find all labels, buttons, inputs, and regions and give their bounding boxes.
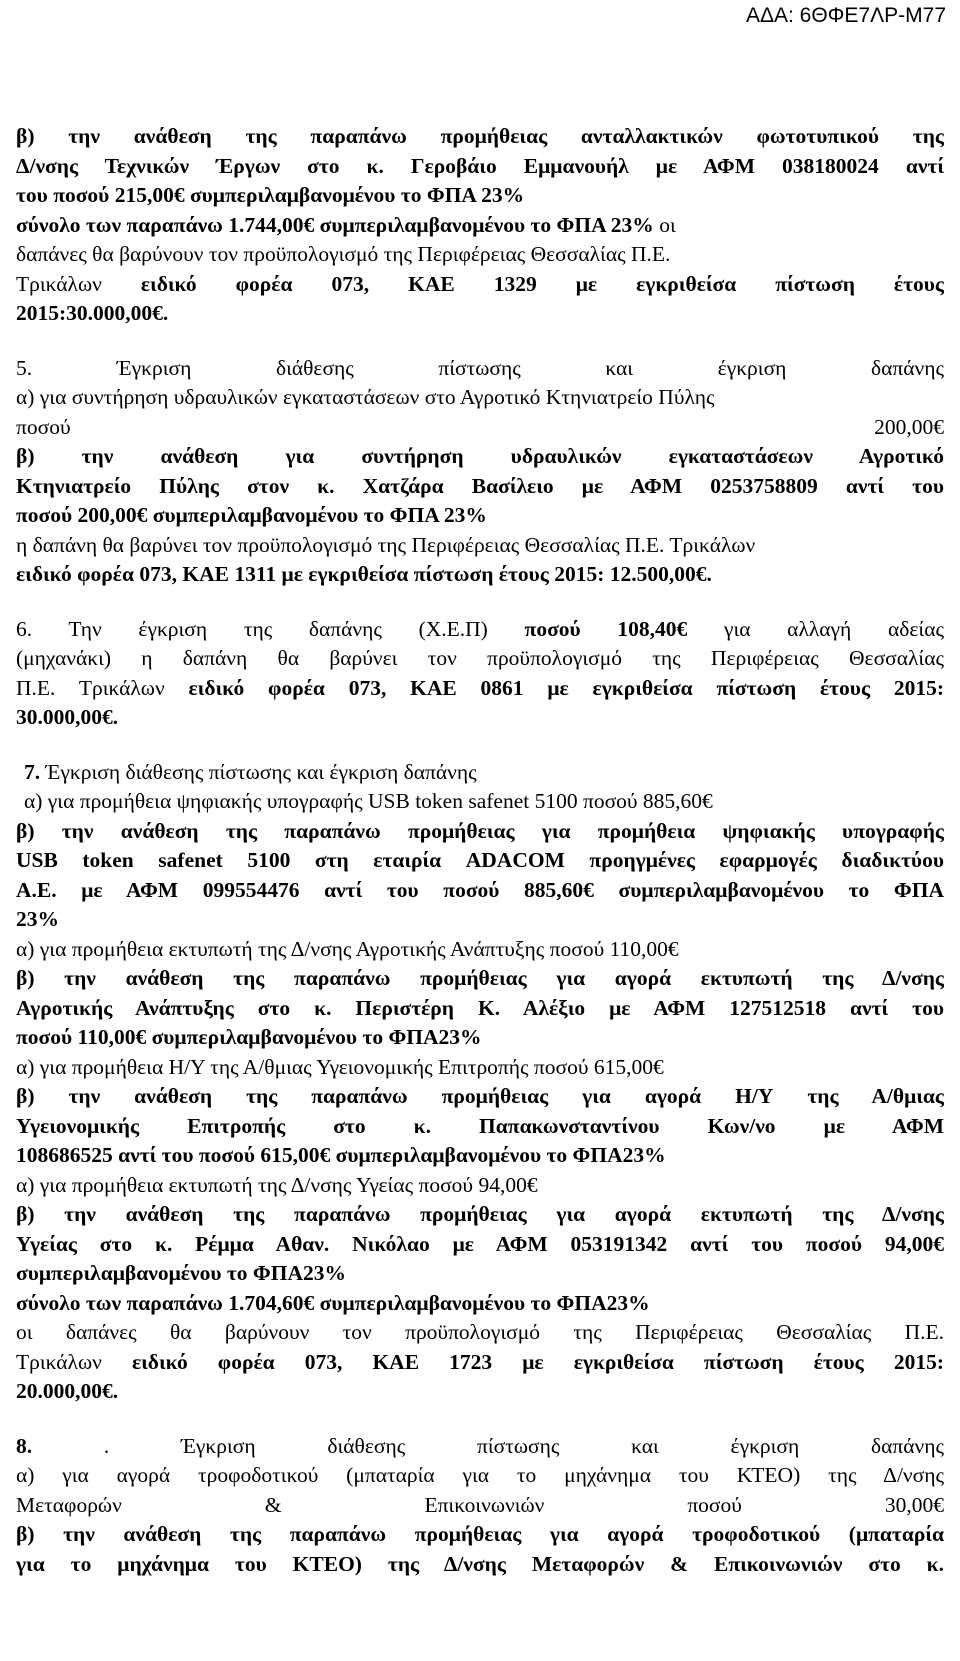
text-segment: Τρικάλων — [16, 1349, 132, 1374]
text-line: 30.000,00€. — [16, 705, 119, 729]
text-segment: Τρικάλων — [16, 271, 141, 296]
text-line: Δ/νσης Τεχνικών Έργων στο κ. Γεροβάιο Εμμανουήλ με ΑΦΜ 038180024 αντί — [16, 153, 944, 178]
text-segment: ειδικό φορέα 073, ΚΑΕ 1329 με εγκριθείσα πίστωση έτους — [140, 271, 944, 296]
document-body — [16, 122, 944, 1579]
text-line: 5. Έγκριση διάθεσης πίστωσης και έγκριση δαπάνης — [16, 355, 944, 380]
text-line: β) την ανάθεση της παραπάνω προμήθειας για αγορά Η/Υ της Α/θμιας — [16, 1084, 944, 1108]
text-segment: σύνολο των παραπάνω 1.744,00€ συμπεριλαμβανομένου το ΦΠΑ 23% — [16, 212, 654, 237]
text-line: για το μηχάνημα του ΚΤΕΟ) της Δ/νσης Μεταφορών & Επικοινωνιών στο κ. — [16, 1551, 944, 1576]
text-line: α) για προμήθεια εκτυπωτή της Δ/νσης Υγείας ποσού 94,00€ — [16, 1172, 538, 1197]
text-line: ποσού 200,00€ — [16, 414, 944, 439]
text-line: β) την ανάθεση της παραπάνω προμήθειας για αγορά τροφοδοτικού (μπαταρία — [16, 1522, 944, 1546]
text-line — [16, 758, 944, 788]
paragraph-gap — [16, 733, 944, 758]
text-line: Κτηνιατρείο Πύλης στον κ. Χατζάρα Βασίλειο με ΑΦΜ 0253758809 αντί του — [16, 473, 944, 498]
text-segment: για αλλαγή αδείας — [687, 616, 944, 641]
text-segment: 6. Την έγκριση της δαπάνης (Χ.Ε.Π) — [16, 616, 525, 641]
text-line: ειδικό φορέα 073, ΚΑΕ 1311 με εγκριθείσα πίστωση έτους 2015: 12.500,00€. — [16, 562, 712, 586]
text-line: USB token safenet 5100 στη εταιρία ADACOM προηγμένες εφαρμογές διαδικτύου — [16, 848, 944, 872]
text-line: Υγειονομικής Επιτροπής στο κ. Παπακωνσταντίνου Κων/νο με ΑΦΜ — [16, 1113, 944, 1138]
text-line: Υγείας στο κ. Ρέμμα Αθαν. Νικόλαο με ΑΦΜ 053191342 αντί του ποσού 94,00€ — [16, 1231, 944, 1256]
text-line: β) την ανάθεση της παραπάνω προμήθειας ανταλλακτικών φωτοτυπικού της — [16, 124, 944, 148]
text-line — [16, 1348, 944, 1378]
text-line — [16, 615, 944, 645]
text-segment: 8. — [16, 1433, 33, 1458]
ada-code: ΑΔΑ: 6ΘΦΕ7ΛΡ-Μ77 — [745, 4, 946, 27]
text-line: 20.000,00€. — [16, 1379, 119, 1403]
text-line: η δαπάνη θα βαρύνει τον προϋπολογισμό της Περιφέρειας Θεσσαλίας Π.Ε. Τρικάλων — [16, 532, 756, 557]
text-line: (μηχανάκι) η δαπάνη θα βαρύνει τον προϋπολογισμό της Περιφέρειας Θεσσαλίας — [16, 646, 944, 670]
text-line — [16, 1432, 944, 1462]
text-line: α) για προμήθεια Η/Υ της Α/θμιας Υγειονομικής Επιτροπής ποσού 615,00€ — [16, 1054, 664, 1079]
text-line: του ποσού 215,00€ συμπεριλαμβανομένου το ΦΠΑ 23% — [16, 183, 525, 207]
text-line — [16, 211, 944, 241]
text-line: Αγροτικής Ανάπτυξης στο κ. Περιστέρη Κ. Αλέξιο με ΑΦΜ 127512518 αντί του — [16, 995, 944, 1020]
text-segment: 7. — [24, 759, 41, 784]
text-line — [16, 270, 944, 300]
text-line: 2015:30.000,00€. — [16, 301, 169, 325]
text-line: α) για συντήρηση υδραυλικών εγκαταστάσεων στο Αγροτικό Κτηνιατρείο Πύλης — [16, 385, 715, 409]
text-segment: Π.Ε. Τρικάλων — [16, 675, 189, 700]
text-line: Μεταφορών & Επικοινωνιών ποσού 30,00€ — [16, 1492, 944, 1517]
paragraph-gap — [16, 1407, 944, 1432]
text-line: σύνολο των παραπάνω 1.704,60€ συμπεριλαμβανομένου το ΦΠΑ23% — [16, 1290, 650, 1315]
text-line: α) για αγορά τροφοδοτικού (μπαταρία για το μηχάνημα του ΚΤΕΟ) της Δ/νσης — [16, 1463, 944, 1487]
text-line: συμπεριλαμβανομένου το ΦΠΑ23% — [16, 1261, 346, 1285]
text-line: 23% — [16, 907, 59, 931]
paragraph-gap — [16, 590, 944, 615]
text-line: δαπάνες θα βαρύνουν τον προϋπολογισμό της Περιφέρειας Θεσσαλίας Π.Ε. — [16, 242, 671, 266]
text-segment: . Έγκριση διάθεσης πίστωσης και έγκριση δαπάνης — [32, 1433, 944, 1458]
text-segment: Έγκριση διάθεσης πίστωσης και έγκριση δαπάνης — [40, 759, 477, 784]
text-line — [16, 674, 944, 704]
text-line: β) την ανάθεση για συντήρηση υδραυλικών εγκαταστάσεων Αγροτικό — [16, 444, 944, 468]
text-line: ποσού 200,00€ συμπεριλαμβανομένου το ΦΠΑ 23% — [16, 503, 487, 527]
text-line: α) για προμήθεια εκτυπωτή της Δ/νσης Αγροτικής Ανάπτυξης ποσού 110,00€ — [16, 936, 679, 961]
text-segment: ειδικό φορέα 073, ΚΑΕ 0861 με εγκριθείσα πίστωση έτους 2015: — [188, 675, 944, 700]
text-segment: ποσού 108,40€ — [524, 616, 688, 641]
text-segment: οι — [653, 212, 676, 237]
text-line: α) για προμήθεια ψηφιακής υπογραφής USB token safenet 5100 ποσού 885,60€ — [24, 789, 713, 813]
text-line: 108686525 αντί του ποσού 615,00€ συμπεριλαμβανομένου το ΦΠΑ23% — [16, 1143, 666, 1167]
text-line: β) την ανάθεση της παραπάνω προμήθειας για προμήθεια ψηφιακής υπογραφής — [16, 818, 944, 843]
text-line: β) την ανάθεση της παραπάνω προμήθειας για αγορά εκτυπωτή της Δ/νσης — [16, 1202, 944, 1226]
text-line: οι δαπάνες θα βαρύνουν τον προϋπολογισμό της Περιφέρειας Θεσσαλίας Π.Ε. — [16, 1320, 944, 1344]
text-segment: ειδικό φορέα 073, ΚΑΕ 1723 με εγκριθείσα πίστωση έτους 2015: — [131, 1349, 944, 1374]
paragraph-gap — [16, 329, 944, 354]
text-line: ποσού 110,00€ συμπεριλαμβανομένου το ΦΠΑ23% — [16, 1025, 482, 1049]
text-line: Α.Ε. με ΑΦΜ 099554476 αντί του ποσού 885,60€ συμπεριλαμβανομένου το ΦΠΑ — [16, 877, 944, 902]
text-line: β) την ανάθεση της παραπάνω προμήθειας για αγορά εκτυπωτή της Δ/νσης — [16, 966, 944, 990]
